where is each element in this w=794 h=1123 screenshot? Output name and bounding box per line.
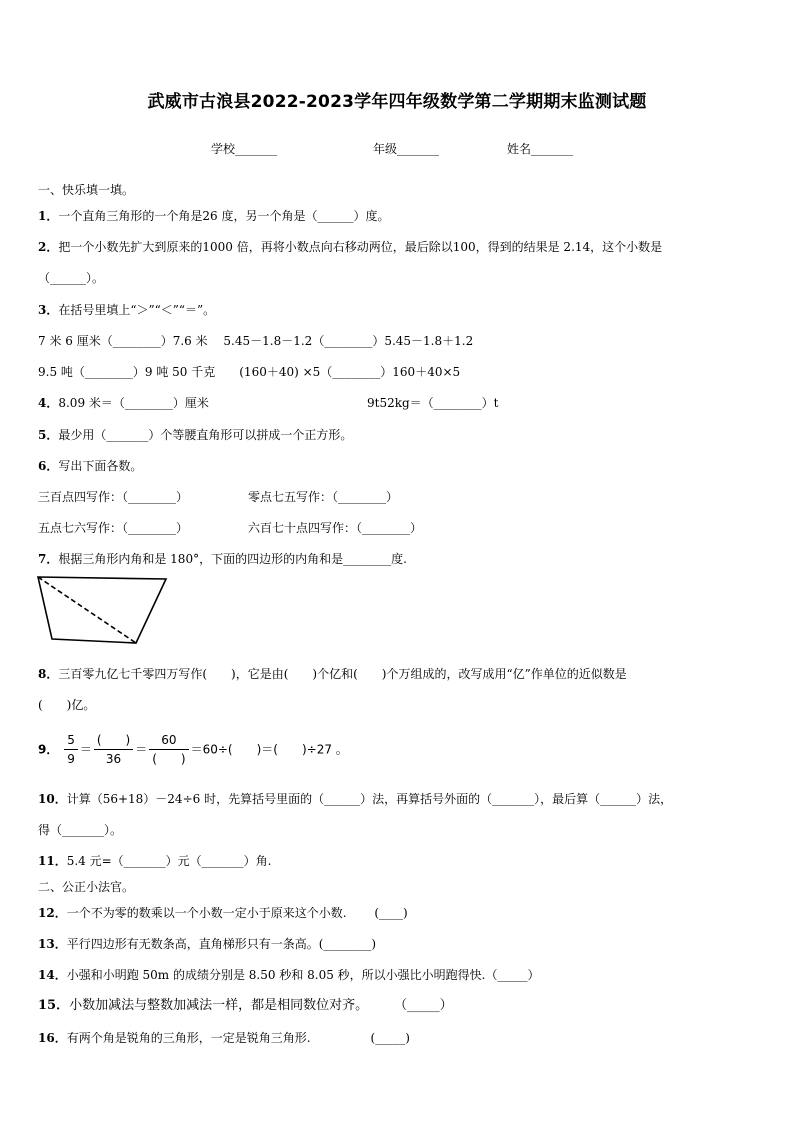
question-5 [38, 427, 352, 443]
quadrilateral-with-diagonal-figure [36, 575, 170, 645]
question-7 [38, 551, 407, 567]
question-text: 写出下面各数。 [58, 459, 143, 473]
question-4a [38, 395, 209, 411]
question-16 [38, 1030, 410, 1046]
question-number: 8． [38, 667, 59, 681]
question-3-row-2: 9.5 吨（________）9 吨 50 千克 (160＋40) ×5（________）160＋40×5 [38, 365, 461, 379]
question-text: 5.4 元=（_______）元（_______）角. [66, 854, 272, 868]
question-text: 根据三角形内角和是 180°，下面的四边形的内角和是________度. [58, 552, 407, 566]
denominator: ( ) [152, 752, 186, 766]
question-number: 16． [38, 1031, 67, 1045]
question-6a: 三百点四写作：（________） [38, 490, 189, 504]
question-number: 15． [38, 998, 70, 1013]
question-4b: 9t52kg＝（________）t [367, 396, 499, 410]
question-9: 9． $\frac{5}{9}$ ＝ $\frac{( )}{36}$ ＝ $\frac{60}{( )}$ ＝60÷( )＝( )÷27 。 [38, 733, 348, 766]
question-number: 13． [38, 937, 67, 951]
question-12 [38, 905, 408, 921]
question-text: 小数加减法与整数加减法一样，都是相同数位对齐。 （_____） [69, 998, 453, 1013]
numerator: ( ) [94, 731, 133, 750]
question-number: 11． [38, 854, 67, 868]
question-6b: 零点七五写作：（________） [248, 490, 399, 504]
denominator: 36 [105, 752, 122, 766]
denominator: 9 [67, 752, 75, 766]
question-number: 2． [38, 240, 59, 254]
question-text: 小强和小明跑 50m 的成绩分别是 8.50 秒和 8.05 秒，所以小强比小明跑得快.（_____） [66, 968, 540, 982]
question-2 [38, 239, 662, 255]
question-text: 最少用（_______）个等腰直角形可以拼成一个正方形。 [58, 428, 353, 442]
question-8-continued: ( )亿。 [38, 698, 96, 712]
section-2-heading: 二、公正小法官。 [38, 880, 135, 894]
question-text: 有两个角是锐角的三角形，一定是锐角三角形. (_____) [66, 1031, 410, 1045]
question-6c: 五点七六写作：（________） [38, 521, 189, 535]
question-1 [38, 208, 389, 224]
grade-field: 年级_______ [373, 142, 440, 156]
question-10-continued: 得（_______）。 [38, 823, 123, 837]
page-title: 武威市古浪县2022-2023学年四年级数学第二学期期末监测试题 [147, 92, 647, 112]
fraction-5-9 [64, 731, 78, 768]
question-number: 14． [38, 968, 67, 982]
question-text: 计算（56+18）－24÷6 时，先算括号里面的（______）法，再算括号外面的（_______），最后算（______）法， [66, 792, 673, 806]
section-1-heading: 一、快乐填一填。 [38, 183, 135, 197]
question-number: 12． [38, 906, 67, 920]
question-text: 平行四边形有无数条高，直角梯形只有一条高。(________) [66, 937, 377, 951]
fraction-60-blank [149, 731, 188, 768]
question-13 [38, 936, 376, 952]
numerator: 5 [64, 731, 78, 750]
name-field: 姓名_______ [507, 142, 574, 156]
question-text: ＝60÷( )＝( )÷27 。 [190, 742, 348, 757]
question-number: 5． [38, 428, 59, 442]
question-6d: 六百七十点四写作：（________） [248, 521, 423, 535]
question-number: 4． [38, 396, 59, 410]
question-text: 在括号里填上“＞”“＜”“＝”。 [58, 303, 216, 317]
question-text: 三百零九亿七千零四万写作( )，它是由( )个亿和( )个万组成的，改写成用“亿”作单位的近似数是 [58, 667, 627, 681]
question-text: 一个直角三角形的一个角是26 度，另一个角是（______）度。 [58, 209, 390, 223]
fraction-blank-36 [94, 731, 133, 768]
question-number: 7． [38, 552, 59, 566]
question-6 [38, 458, 142, 474]
question-11 [38, 853, 271, 869]
question-number: 3． [38, 303, 59, 317]
question-2-continued: （______）。 [38, 271, 105, 285]
school-field: 学校_______ [211, 142, 278, 156]
question-text: 8.09 米＝（________）厘米 [58, 396, 209, 410]
question-number: 9． [38, 742, 59, 757]
question-15 [38, 998, 453, 1014]
question-10 [38, 791, 672, 807]
question-3 [38, 302, 215, 318]
question-number: 6． [38, 459, 59, 473]
question-14 [38, 967, 540, 983]
numerator: 60 [149, 731, 188, 750]
question-text: 一个不为零的数乘以一个小数一定小于原来这个小数. (____) [66, 906, 408, 920]
question-8 [38, 666, 627, 682]
question-number: 1． [38, 209, 59, 223]
question-3-row-1: 7 米 6 厘米（________）7.6 米 5.45－1.8－1.2（________）5.45－1.8＋1.2 [38, 334, 474, 348]
question-text: 把一个小数先扩大到原来的1000 倍，再将小数点向右移动两位，最后除以100，得到的结果是 2.14，这个小数是 [58, 240, 663, 254]
question-number: 10． [38, 792, 67, 806]
